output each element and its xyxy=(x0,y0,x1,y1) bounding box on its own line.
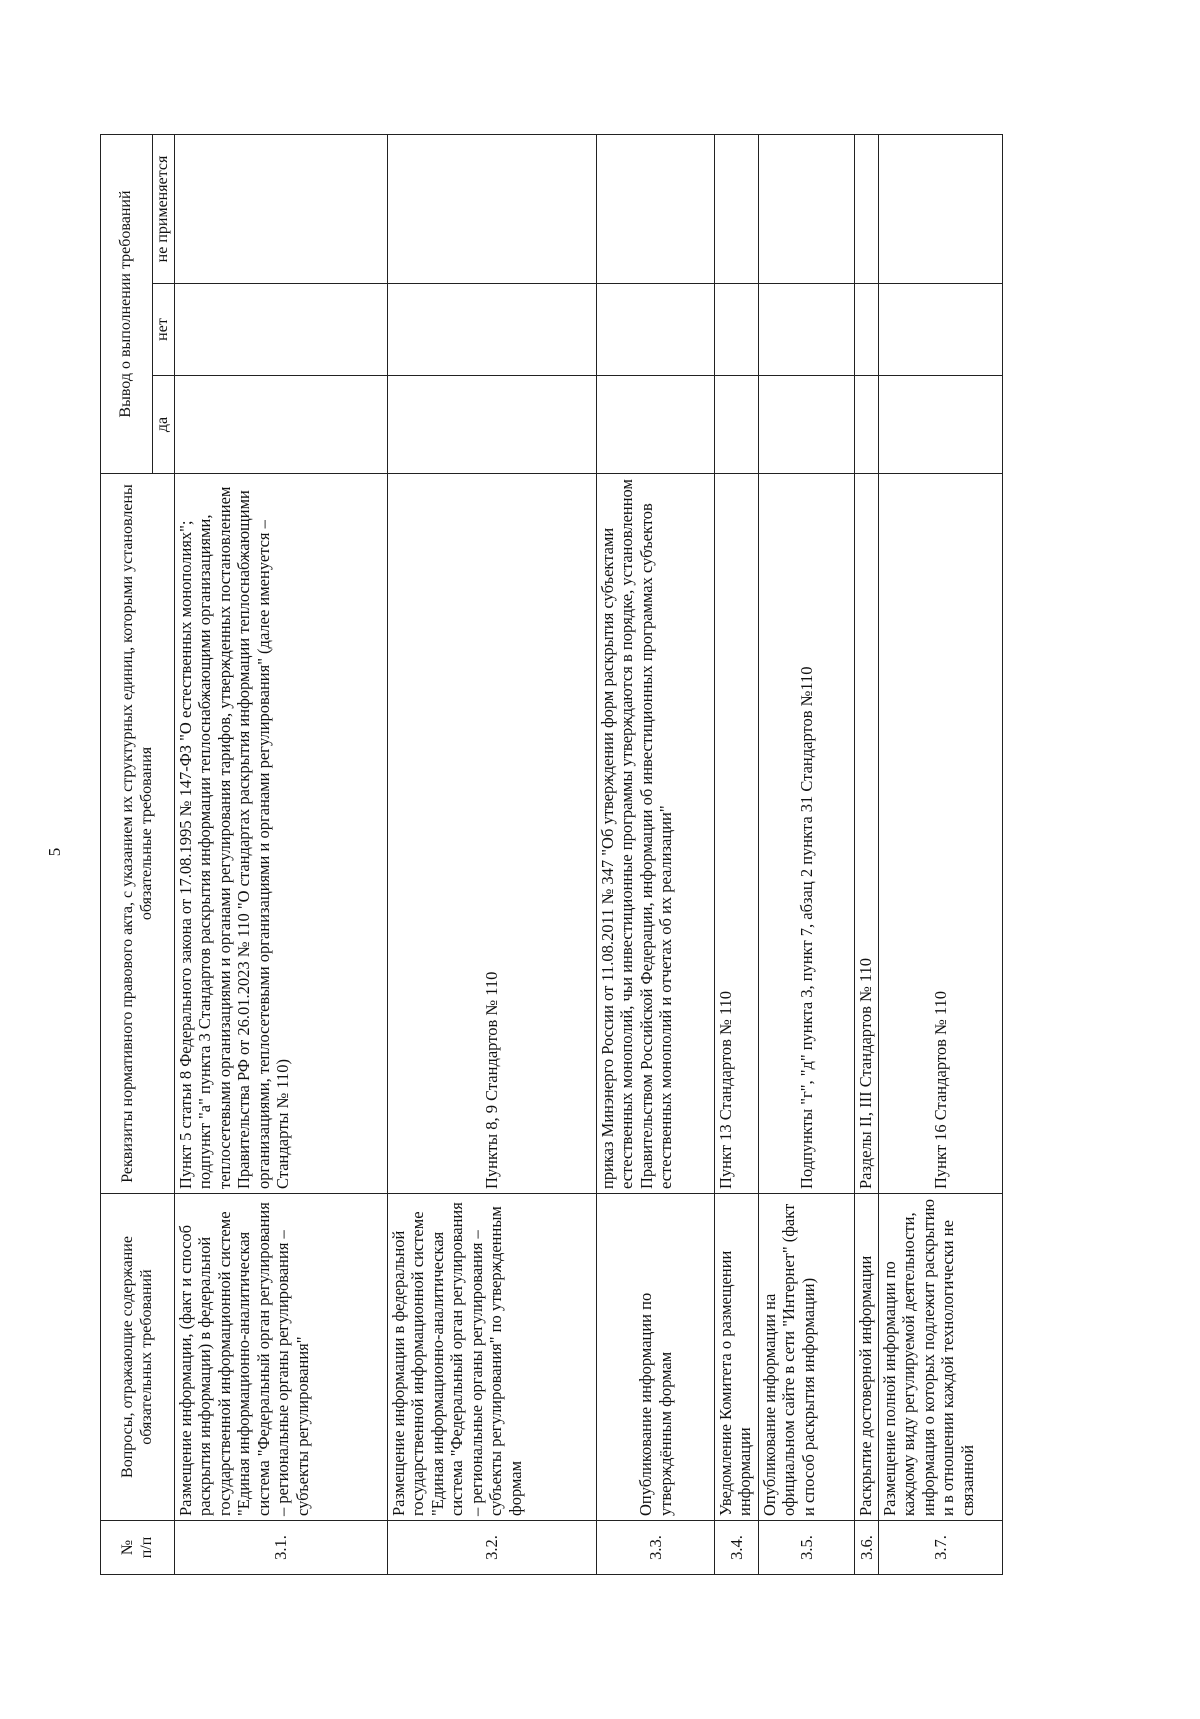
cell-no[interactable] xyxy=(388,284,597,376)
row-requisite: Подпункты "г", "д" пункта 3, пункт 7, абзац 2 пункта 31 Стандартов №110 xyxy=(759,474,855,1194)
row-requisite: Пункт 16 Стандартов № 110 xyxy=(879,474,1003,1194)
header-na: не применяется xyxy=(153,135,175,284)
row-requisite: Разделы II, III Стандартов № 110 xyxy=(855,474,879,1194)
row-question: Размещение полной информации по каждому виду регулируемой деятельности, информация о которых подлежит раскрытию и в отношении каждой технологически не связанной xyxy=(879,1194,1003,1521)
row-requisite: Пункт 13 Стандартов № 110 xyxy=(715,474,759,1194)
row-question: Размещение информации в федеральной государственной информационной системе "Единая информационно-аналитическая система "Федеральный орган регулирования – региональные органы регулирования – субъекты регулирования" по утвержденным формам xyxy=(388,1194,597,1521)
row-requisite: приказ Минэнерго России от 11.08.2011 № 347 "Об утверждении форм раскрытия субъектами естественных монополий, чьи инвестиционные программы утверждаются в порядке, установленном Правительством Российской Федерации, информации об инвестиционных программах субъектов естественных монополий и отчетах об их реализации" xyxy=(597,474,715,1194)
header-questions: Вопросы, отражающие содержание обязательных требований xyxy=(101,1194,175,1521)
table-row xyxy=(879,135,1003,1575)
row-question: Опубликование информации по утверждённым формам xyxy=(597,1194,715,1521)
cell-no[interactable] xyxy=(715,284,759,376)
row-number: 3.6. xyxy=(855,1521,879,1575)
cell-na[interactable] xyxy=(855,135,879,284)
row-number: 3.5. xyxy=(759,1521,855,1575)
cell-yes[interactable] xyxy=(597,376,715,474)
cell-no[interactable] xyxy=(759,284,855,376)
table-row xyxy=(175,135,388,1575)
table-row xyxy=(715,135,759,1575)
cell-no[interactable] xyxy=(175,284,388,376)
row-question: Опубликование информации на официальном сайте в сети "Интернет" (факт и способ раскрытия информации) xyxy=(759,1194,855,1521)
table-row xyxy=(388,135,597,1575)
row-requisite: Пункт 5 статьи 8 Федерального закона от 17.08.1995 № 147-ФЗ "О естественных монополиях"; подпункт "а" пункта 3 Стандартов раскрытия информации теплоснабжающими организациями, теплосетевыми организациями и органами регулирования тарифов, утвержденных постановлением Правительства РФ от 26.01.2023 № 110 "О стандартах раскрытия информации теплоснабжающими организациями, теплосетевыми организациями и органами регулирования" (далее именуется – Стандарты № 110) xyxy=(175,474,388,1194)
page-number: 5 xyxy=(45,847,64,857)
cell-na[interactable] xyxy=(715,135,759,284)
row-question: Уведомление Комитета о размещении информации xyxy=(715,1194,759,1521)
cell-yes[interactable] xyxy=(759,376,855,474)
row-number: 3.2. xyxy=(388,1521,597,1575)
cell-na[interactable] xyxy=(759,135,855,284)
cell-yes[interactable] xyxy=(175,376,388,474)
header-conclusion: Вывод о выполнении требований xyxy=(101,135,153,474)
cell-na[interactable] xyxy=(879,135,1003,284)
cell-no[interactable] xyxy=(855,284,879,376)
header-no: нет xyxy=(153,284,175,376)
cell-yes[interactable] xyxy=(715,376,759,474)
cell-no[interactable] xyxy=(597,284,715,376)
rotated-table-container xyxy=(100,135,1110,1575)
row-requisite: Пункты 8, 9 Стандартов № 110 xyxy=(388,474,597,1194)
cell-yes[interactable] xyxy=(879,376,1003,474)
header-yes: да xyxy=(153,376,175,474)
header-requisites: Реквизиты нормативного правового акта, с указанием их структурных единиц, которыми установлены обязательные требования xyxy=(101,474,175,1194)
cell-na[interactable] xyxy=(175,135,388,284)
table-row xyxy=(855,135,879,1575)
row-question: Раскрытие достоверной информации xyxy=(855,1194,879,1521)
header-num: № п/п xyxy=(101,1521,175,1575)
cell-na[interactable] xyxy=(388,135,597,284)
cell-yes[interactable] xyxy=(388,376,597,474)
cell-yes[interactable] xyxy=(855,376,879,474)
row-number: 3.3. xyxy=(597,1521,715,1575)
row-number: 3.4. xyxy=(715,1521,759,1575)
cell-no[interactable] xyxy=(879,284,1003,376)
table-row xyxy=(597,135,715,1575)
table-row xyxy=(759,135,855,1575)
requirements-table xyxy=(100,134,1003,1575)
row-question: Размещение информации, (факт и способ раскрытия информации) в федеральной государственной информационной системе "Единая информационно-аналитическая система "Федеральный орган регулирования – региональные органы регулирования – субъекты регулирования" xyxy=(175,1194,388,1521)
row-number: 3.7. xyxy=(879,1521,1003,1575)
row-number: 3.1. xyxy=(175,1521,388,1575)
cell-na[interactable] xyxy=(597,135,715,284)
